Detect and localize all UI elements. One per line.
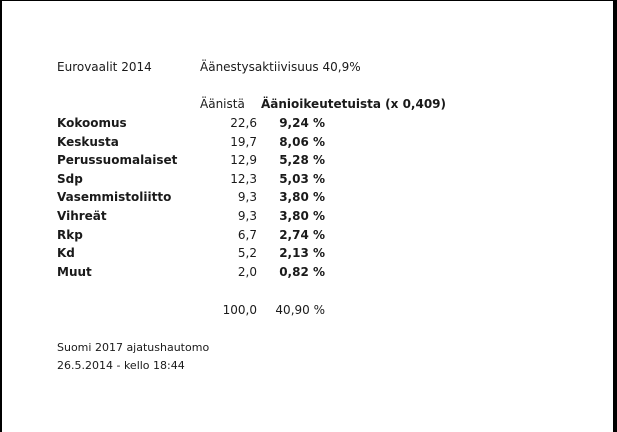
turnout-label: Äänestysaktiivisuus 40,9% bbox=[200, 60, 361, 74]
party-name: Perussuomalaiset bbox=[57, 153, 178, 168]
eligible-percent: 8,06 % bbox=[279, 134, 325, 149]
votes-percent: 2,0 bbox=[237, 264, 257, 279]
source-note: Suomi 2017 ajatushautomo bbox=[57, 341, 210, 354]
votes-percent: 6,7 bbox=[237, 227, 257, 242]
votes-percent: 9,3 bbox=[237, 190, 257, 205]
party-name: Muut bbox=[57, 264, 92, 279]
column-header-eligible: Äänioikeutetuista (x 0,409) bbox=[261, 97, 447, 111]
party-name: Rkp bbox=[57, 227, 83, 242]
total-eligible: 40,90 % bbox=[275, 303, 325, 317]
eligible-percent: 0,82 % bbox=[279, 264, 325, 279]
eligible-percent: 3,80 % bbox=[279, 190, 325, 205]
document-title: Eurovaalit 2014 bbox=[57, 60, 152, 74]
party-name: Kd bbox=[57, 246, 75, 261]
timestamp: 26.5.2014 - kello 18:44 bbox=[57, 359, 185, 372]
eligible-percent: 5,03 % bbox=[279, 171, 325, 186]
party-name: Kokoomus bbox=[57, 116, 127, 130]
party-name: Keskusta bbox=[57, 134, 119, 149]
votes-percent: 22,6 bbox=[230, 116, 257, 130]
votes-percent: 12,3 bbox=[230, 171, 257, 186]
eligible-percent: 2,74 % bbox=[279, 227, 325, 242]
eligible-percent: 9,24 % bbox=[279, 116, 325, 130]
eligible-percent: 3,80 % bbox=[279, 209, 325, 223]
total-votes: 100,0 bbox=[222, 303, 257, 317]
party-name: Sdp bbox=[57, 171, 83, 186]
votes-percent: 9,3 bbox=[237, 209, 257, 223]
document-page bbox=[2, 1, 613, 432]
votes-percent: 12,9 bbox=[230, 153, 257, 168]
column-header-votes: Äänistä bbox=[200, 97, 245, 111]
party-name: Vihreät bbox=[57, 209, 107, 223]
votes-percent: 5,2 bbox=[237, 246, 257, 261]
votes-percent: 19,7 bbox=[230, 134, 257, 149]
eligible-percent: 2,13 % bbox=[279, 246, 325, 261]
party-name: Vasemmistoliitto bbox=[57, 190, 172, 205]
eligible-percent: 5,28 % bbox=[279, 153, 325, 168]
